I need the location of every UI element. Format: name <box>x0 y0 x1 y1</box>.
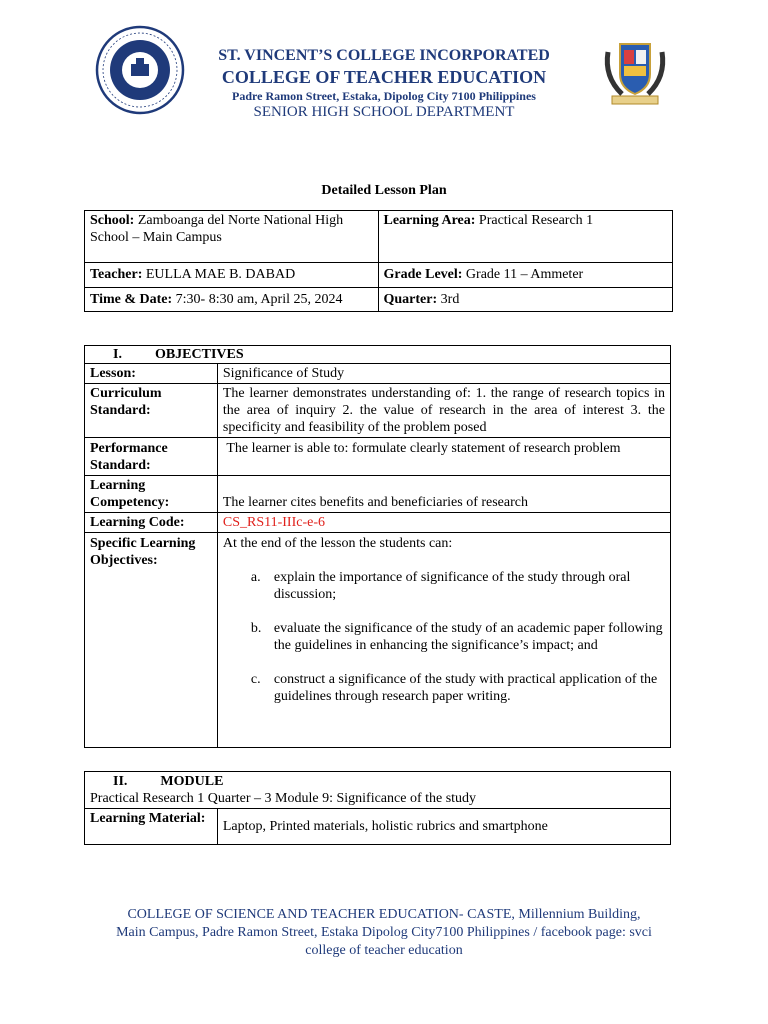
quarter-cell: Quarter: 3rd <box>378 288 673 312</box>
specific-objectives-label: Specific Learning Objectives: <box>85 533 218 748</box>
learning-code-label: Learning Code: <box>85 513 218 533</box>
lesson-value: Significance of Study <box>217 364 670 384</box>
doc-title: Detailed Lesson Plan <box>321 183 447 198</box>
module-heading: II. MODULE <box>113 774 224 789</box>
learning-area-value: Practical Research 1 <box>478 213 594 228</box>
specific-objectives-cell <box>217 533 670 748</box>
objectives-list <box>223 569 665 705</box>
teacher-value: EULLA MAE B. DABAD <box>145 267 296 282</box>
objectives-heading: I. OBJECTIVES <box>85 346 671 364</box>
quarter-value: 3rd <box>440 292 460 307</box>
time-date-cell: Time & Date: 7:30- 8:30 am, April 25, 2024 <box>85 288 379 312</box>
performance-standard-label: Performance Standard: <box>85 438 218 476</box>
institution-name: ST. VINCENT’S COLLEGE INCORPORATED <box>218 47 550 64</box>
learning-material-label: Learning Material: <box>85 809 218 845</box>
learning-competency-label: Learning Competency: <box>85 476 218 513</box>
footer-line-3: college of teacher education <box>305 943 463 958</box>
performance-standard-value: The learner is able to: formulate clearly statement of research problem <box>217 438 670 476</box>
school-value: Zamboanga del Norte National High School – Main Campus <box>90 213 344 245</box>
footer-line-1: COLLEGE OF SCIENCE AND TEACHER EDUCATION- CASTE, Millennium Building, <box>127 907 641 922</box>
footer-line-2: Main Campus, Padre Ramon Street, Estaka Dipolog City7100 Philippines / facebook page: svci <box>116 925 652 940</box>
learning-material-value: Laptop, Printed materials, holistic rubrics and smartphone <box>217 809 670 845</box>
grade-level-cell: Grade Level: Grade 11 – Ammeter <box>378 263 673 288</box>
list-item: b. evaluate the significance of the study of an academic paper following the guidelines in enhancing the significance’s impact; and <box>250 621 663 653</box>
curriculum-standard-value: The learner demonstrates understanding of: 1. the range of research topics in the area of inquiry 2. the value of research in the area of interest 3. the specificity and feasibility of the problem posed <box>217 384 670 438</box>
module-heading-cell <box>85 772 671 809</box>
learning-code-value: CS_RS11-IIIc-e-6 <box>217 513 670 533</box>
grade-level-value: Grade 11 – Ammeter <box>465 267 584 282</box>
learning-competency-value: The learner cites benefits and beneficiaries of research <box>217 476 670 513</box>
page-footer <box>60 906 708 960</box>
module-subtitle: Practical Research 1 Quarter – 3 Module 9: Significance of the study <box>90 791 477 806</box>
list-item: c. construct a significance of the study with practical application of the guidelines through research paper writing. <box>250 672 658 704</box>
time-date-value: 7:30- 8:30 am, April 25, 2024 <box>175 292 343 307</box>
module-table <box>84 771 671 845</box>
curriculum-standard-label: Curriculum Standard: <box>85 384 218 438</box>
department-name: SENIOR HIGH SCHOOL DEPARTMENT <box>253 104 515 120</box>
lesson-label: Lesson: <box>85 364 218 384</box>
specific-objectives-intro: At the end of the lesson the students can: <box>222 536 453 551</box>
list-item: a. explain the importance of significance of the study through oral discussion; <box>250 570 631 602</box>
college-address: Padre Ramon Street, Estaka, Dipolog City 7100 Philippines <box>232 89 536 103</box>
college-name: COLLEGE OF TEACHER EDUCATION <box>221 67 547 87</box>
objectives-table <box>84 345 671 748</box>
teacher-cell: Teacher: EULLA MAE B. DABAD <box>85 263 379 288</box>
learning-area-cell: Learning Area: Practical Research 1 <box>378 211 673 263</box>
info-table <box>84 210 673 312</box>
school-cell: School: Zamboanga del Norte National High School – Main Campus <box>85 211 379 263</box>
